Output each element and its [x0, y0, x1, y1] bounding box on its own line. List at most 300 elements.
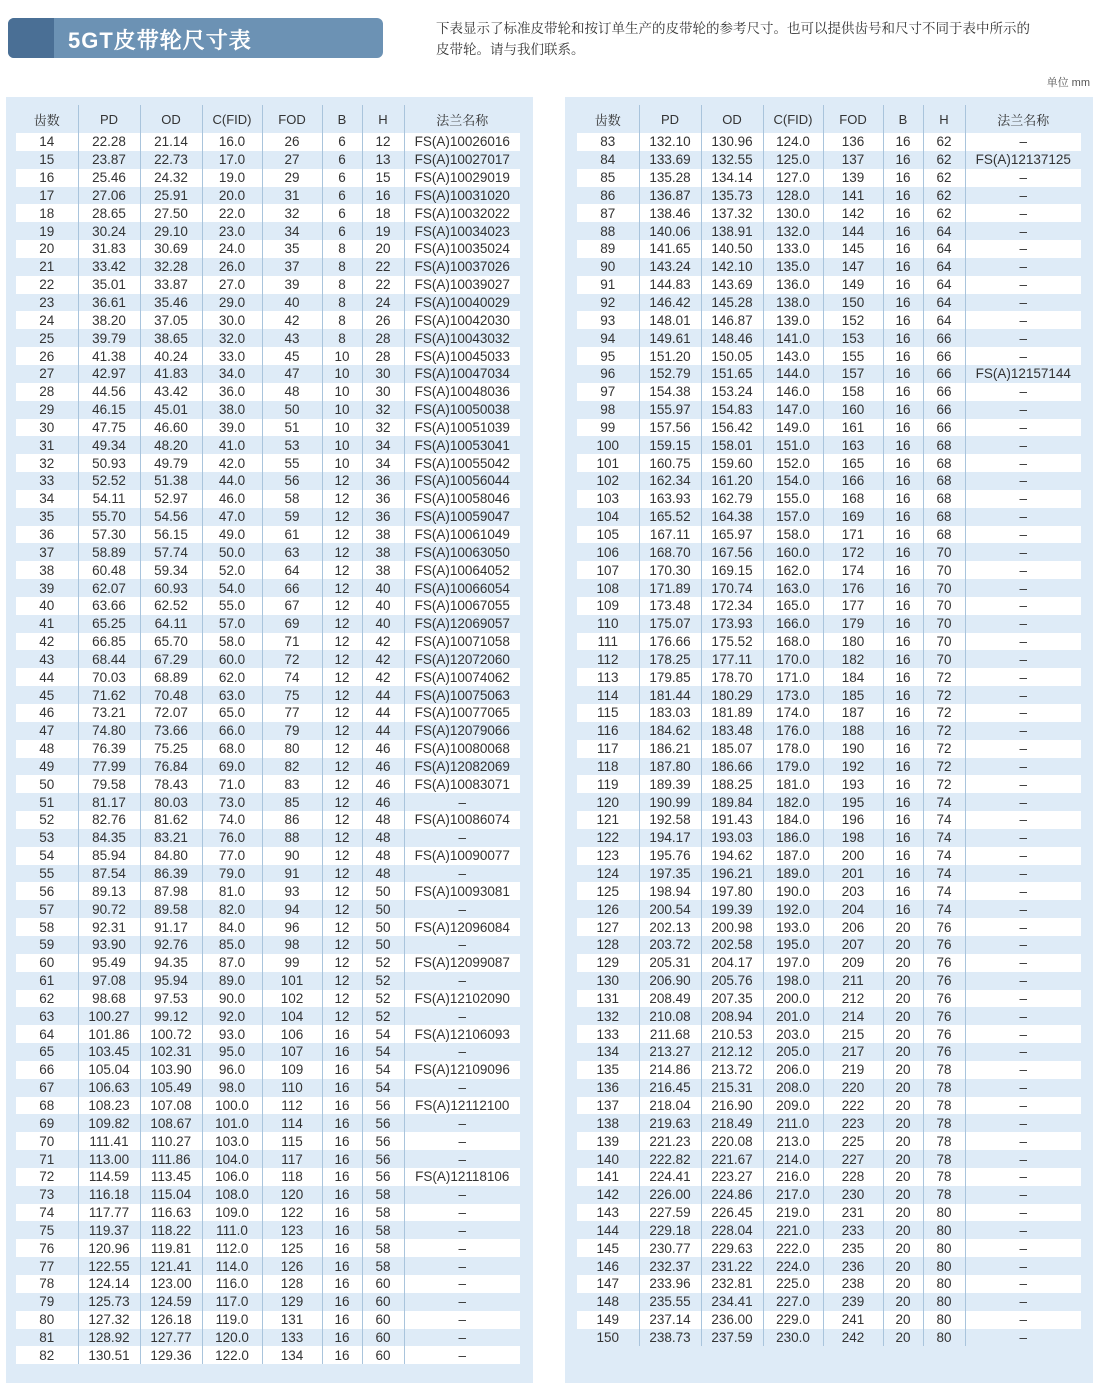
cell-od: 56.15: [140, 526, 202, 544]
cell-flange-name: FS(A)12109096: [404, 1061, 520, 1079]
cell-c-fid: 193.0: [763, 918, 823, 936]
cell-fod: 231: [823, 1204, 883, 1222]
cell-flange-name: –: [965, 811, 1081, 829]
cell-b: 20: [883, 1061, 923, 1079]
cell-fod: 82: [262, 758, 322, 776]
cell-teeth-count: 65: [16, 1043, 78, 1061]
cell-fod: 222: [823, 1097, 883, 1115]
cell-h: 76: [923, 990, 965, 1008]
table-row: [577, 1061, 1081, 1079]
cell-c-fid: 163.0: [763, 579, 823, 597]
cell-od: 175.52: [701, 633, 763, 651]
table-row: [577, 151, 1081, 169]
cell-c-fid: 224.0: [763, 1257, 823, 1275]
cell-pd: 184.62: [639, 722, 701, 740]
cell-pd: 62.07: [78, 579, 140, 597]
cell-fod: 71: [262, 633, 322, 651]
cell-b: 16: [322, 1311, 362, 1329]
cell-b: 20: [883, 990, 923, 1008]
cell-b: 16: [883, 793, 923, 811]
cell-h: 50: [362, 882, 404, 900]
cell-b: 16: [883, 775, 923, 793]
cell-flange-name: FS(A)12072060: [404, 650, 520, 668]
cell-h: 64: [923, 276, 965, 294]
table-row: [577, 1025, 1081, 1043]
cell-b: 16: [883, 847, 923, 865]
cell-h: 66: [923, 347, 965, 365]
cell-flange-name: FS(A)12082069: [404, 758, 520, 776]
cell-h: 64: [923, 240, 965, 258]
table-row: [577, 294, 1081, 312]
cell-flange-name: –: [404, 972, 520, 990]
table-row: [16, 276, 520, 294]
cell-c-fid: 108.0: [202, 1186, 262, 1204]
cell-flange-name: –: [404, 1204, 520, 1222]
cell-h: 66: [923, 419, 965, 437]
cell-h: 38: [362, 543, 404, 561]
cell-fod: 66: [262, 579, 322, 597]
cell-fod: 126: [262, 1257, 322, 1275]
cell-od: 40.24: [140, 347, 202, 365]
cell-b: 16: [883, 508, 923, 526]
cell-c-fid: 122.0: [202, 1346, 262, 1364]
cell-b: 20: [883, 972, 923, 990]
cell-fod: 180: [823, 633, 883, 651]
cell-teeth-count: 84: [577, 151, 639, 169]
cell-od: 148.46: [701, 329, 763, 347]
dimension-table-left: [16, 105, 520, 1364]
cell-b: 20: [883, 1114, 923, 1132]
cell-fod: 90: [262, 847, 322, 865]
cell-teeth-count: 148: [577, 1293, 639, 1311]
cell-c-fid: 168.0: [763, 633, 823, 651]
cell-h: 38: [362, 561, 404, 579]
table-row: [16, 383, 520, 401]
cell-fod: 228: [823, 1168, 883, 1186]
cell-teeth-count: 68: [16, 1097, 78, 1115]
cell-flange-name: –: [404, 793, 520, 811]
cell-fod: 98: [262, 936, 322, 954]
cell-od: 110.27: [140, 1132, 202, 1150]
cell-teeth-count: 136: [577, 1079, 639, 1097]
cell-pd: 192.58: [639, 811, 701, 829]
cell-h: 80: [923, 1275, 965, 1293]
cell-teeth-count: 75: [16, 1221, 78, 1239]
page-title: 5GT皮带轮尺寸表: [68, 28, 252, 53]
cell-c-fid: 74.0: [202, 811, 262, 829]
cell-pd: 73.21: [78, 704, 140, 722]
cell-od: 186.66: [701, 758, 763, 776]
cell-c-fid: 182.0: [763, 793, 823, 811]
cell-od: 164.38: [701, 508, 763, 526]
table-row: [577, 561, 1081, 579]
cell-flange-name: FS(A)10043032: [404, 329, 520, 347]
cell-h: 44: [362, 722, 404, 740]
cell-c-fid: 195.0: [763, 936, 823, 954]
cell-b: 12: [322, 668, 362, 686]
title-accent: [8, 18, 54, 58]
cell-b: 16: [883, 204, 923, 222]
cell-od: 113.45: [140, 1168, 202, 1186]
cell-flange-name: FS(A)12096084: [404, 918, 520, 936]
cell-fod: 225: [823, 1132, 883, 1150]
cell-h: 70: [923, 561, 965, 579]
cell-od: 65.70: [140, 633, 202, 651]
cell-b: 16: [883, 811, 923, 829]
cell-fod: 200: [823, 847, 883, 865]
cell-flange-name: FS(A)10037026: [404, 258, 520, 276]
cell-fod: 31: [262, 187, 322, 205]
cell-h: 76: [923, 1007, 965, 1025]
column-header-od: OD: [701, 105, 763, 133]
cell-flange-name: FS(A)12137125: [965, 151, 1081, 169]
table-row: [577, 954, 1081, 972]
cell-fod: 93: [262, 882, 322, 900]
cell-b: 20: [883, 1025, 923, 1043]
cell-fod: 139: [823, 169, 883, 187]
cell-fod: 59: [262, 508, 322, 526]
cell-h: 64: [923, 294, 965, 312]
column-header-flange-name: 法兰名称: [965, 105, 1081, 133]
cell-teeth-count: 47: [16, 722, 78, 740]
cell-h: 58: [362, 1186, 404, 1204]
cell-flange-name: FS(A)10032022: [404, 204, 520, 222]
cell-od: 215.31: [701, 1079, 763, 1097]
cell-fod: 34: [262, 222, 322, 240]
cell-h: 52: [362, 954, 404, 972]
cell-fod: 125: [262, 1239, 322, 1257]
cell-b: 16: [883, 187, 923, 205]
cell-c-fid: 184.0: [763, 811, 823, 829]
table-row: [16, 865, 520, 883]
cell-fod: 39: [262, 276, 322, 294]
cell-flange-name: –: [965, 1061, 1081, 1079]
cell-pd: 101.86: [78, 1025, 140, 1043]
cell-od: 220.08: [701, 1132, 763, 1150]
cell-pd: 35.01: [78, 276, 140, 294]
cell-fod: 67: [262, 597, 322, 615]
cell-b: 16: [883, 722, 923, 740]
cell-b: 16: [322, 1221, 362, 1239]
cell-fod: 187: [823, 704, 883, 722]
table-row: [16, 686, 520, 704]
cell-c-fid: 60.0: [202, 650, 262, 668]
cell-c-fid: 41.0: [202, 436, 262, 454]
table-row: [16, 1186, 520, 1204]
cell-c-fid: 190.0: [763, 882, 823, 900]
cell-b: 20: [883, 1293, 923, 1311]
cell-c-fid: 187.0: [763, 847, 823, 865]
cell-teeth-count: 122: [577, 829, 639, 847]
cell-b: 12: [322, 579, 362, 597]
cell-fod: 88: [262, 829, 322, 847]
cell-od: 207.35: [701, 990, 763, 1008]
cell-teeth-count: 80: [16, 1311, 78, 1329]
table-row: [577, 1079, 1081, 1097]
cell-h: 76: [923, 918, 965, 936]
cell-pd: 202.13: [639, 918, 701, 936]
cell-teeth-count: 21: [16, 258, 78, 276]
cell-fod: 190: [823, 740, 883, 758]
cell-flange-name: FS(A)12118106: [404, 1168, 520, 1186]
cell-c-fid: 114.0: [202, 1257, 262, 1275]
cell-b: 20: [883, 1275, 923, 1293]
cell-b: 16: [883, 650, 923, 668]
cell-od: 116.63: [140, 1204, 202, 1222]
cell-pd: 111.41: [78, 1132, 140, 1150]
cell-b: 16: [883, 900, 923, 918]
column-header-b: B: [883, 105, 923, 133]
cell-pd: 152.79: [639, 365, 701, 383]
cell-flange-name: –: [965, 650, 1081, 668]
cell-od: 72.07: [140, 704, 202, 722]
cell-od: 121.41: [140, 1257, 202, 1275]
cell-fod: 27: [262, 151, 322, 169]
cell-teeth-count: 118: [577, 758, 639, 776]
cell-teeth-count: 38: [16, 561, 78, 579]
cell-h: 56: [362, 1097, 404, 1115]
cell-b: 12: [322, 775, 362, 793]
cell-c-fid: 197.0: [763, 954, 823, 972]
table-row: [16, 936, 520, 954]
cell-fod: 155: [823, 347, 883, 365]
cell-od: 216.90: [701, 1097, 763, 1115]
table-row: [577, 1114, 1081, 1132]
cell-pd: 52.52: [78, 472, 140, 490]
cell-c-fid: 117.0: [202, 1293, 262, 1311]
cell-teeth-count: 79: [16, 1293, 78, 1311]
cell-fod: 129: [262, 1293, 322, 1311]
cell-teeth-count: 137: [577, 1097, 639, 1115]
cell-c-fid: 24.0: [202, 240, 262, 258]
cell-fod: 107: [262, 1043, 322, 1061]
cell-fod: 51: [262, 419, 322, 437]
cell-c-fid: 38.0: [202, 401, 262, 419]
cell-h: 54: [362, 1043, 404, 1061]
cell-pd: 92.31: [78, 918, 140, 936]
cell-b: 16: [322, 1079, 362, 1097]
cell-c-fid: 20.0: [202, 187, 262, 205]
cell-pd: 163.93: [639, 490, 701, 508]
cell-pd: 208.49: [639, 990, 701, 1008]
table-row: [16, 490, 520, 508]
cell-c-fid: 219.0: [763, 1204, 823, 1222]
cell-flange-name: –: [965, 722, 1081, 740]
cell-h: 54: [362, 1079, 404, 1097]
table-row: [16, 240, 520, 258]
cell-h: 48: [362, 811, 404, 829]
table-row: [16, 1204, 520, 1222]
cell-pd: 173.48: [639, 597, 701, 615]
cell-teeth-count: 127: [577, 918, 639, 936]
cell-teeth-count: 107: [577, 561, 639, 579]
cell-teeth-count: 132: [577, 1007, 639, 1025]
cell-b: 16: [883, 294, 923, 312]
cell-h: 68: [923, 436, 965, 454]
cell-c-fid: 79.0: [202, 865, 262, 883]
cell-od: 232.81: [701, 1275, 763, 1293]
table-row: [577, 490, 1081, 508]
table-row: [16, 704, 520, 722]
cell-h: 68: [923, 472, 965, 490]
table-row: [16, 829, 520, 847]
cell-flange-name: –: [965, 1132, 1081, 1150]
cell-pd: 77.99: [78, 758, 140, 776]
table-row: [16, 133, 520, 151]
cell-fod: 112: [262, 1097, 322, 1115]
cell-pd: 89.13: [78, 882, 140, 900]
cell-c-fid: 181.0: [763, 775, 823, 793]
cell-pd: 140.06: [639, 222, 701, 240]
table-row: [577, 222, 1081, 240]
cell-teeth-count: 46: [16, 704, 78, 722]
cell-od: 94.35: [140, 954, 202, 972]
unit-label: 单位 mm: [1046, 77, 1090, 89]
cell-b: 12: [322, 793, 362, 811]
cell-h: 36: [362, 508, 404, 526]
table-row: [577, 1132, 1081, 1150]
cell-teeth-count: 39: [16, 579, 78, 597]
cell-od: 30.69: [140, 240, 202, 258]
cell-flange-name: FS(A)10040029: [404, 294, 520, 312]
cell-od: 154.83: [701, 401, 763, 419]
cell-pd: 213.27: [639, 1043, 701, 1061]
cell-b: 12: [322, 561, 362, 579]
cell-h: 30: [362, 383, 404, 401]
cell-teeth-count: 145: [577, 1239, 639, 1257]
column-header-c-fid: C(FID): [763, 105, 823, 133]
cell-h: 16: [362, 187, 404, 205]
cell-flange-name: FS(A)10027017: [404, 151, 520, 169]
cell-flange-name: FS(A)10075063: [404, 686, 520, 704]
cell-b: 16: [883, 740, 923, 758]
cell-flange-name: FS(A)10035024: [404, 240, 520, 258]
cell-od: 138.91: [701, 222, 763, 240]
cell-fod: 201: [823, 865, 883, 883]
cell-fod: 106: [262, 1025, 322, 1043]
cell-teeth-count: 63: [16, 1007, 78, 1025]
cell-flange-name: FS(A)10042030: [404, 311, 520, 329]
cell-pd: 135.28: [639, 169, 701, 187]
table-row: [16, 847, 520, 865]
cell-c-fid: 130.0: [763, 204, 823, 222]
cell-h: 58: [362, 1204, 404, 1222]
cell-b: 16: [322, 1275, 362, 1293]
table-row: [16, 1025, 520, 1043]
cell-h: 44: [362, 686, 404, 704]
cell-pd: 170.30: [639, 561, 701, 579]
cell-flange-name: –: [965, 1079, 1081, 1097]
cell-od: 142.10: [701, 258, 763, 276]
cell-b: 12: [322, 722, 362, 740]
dimension-table-right: [577, 105, 1081, 1346]
table-row: [16, 918, 520, 936]
cell-flange-name: –: [965, 1150, 1081, 1168]
cell-od: 218.49: [701, 1114, 763, 1132]
cell-b: 16: [883, 561, 923, 579]
cell-flange-name: –: [404, 1221, 520, 1239]
cell-flange-name: FS(A)10058046: [404, 490, 520, 508]
cell-pd: 233.96: [639, 1275, 701, 1293]
cell-pd: 54.11: [78, 490, 140, 508]
cell-teeth-count: 134: [577, 1043, 639, 1061]
cell-flange-name: –: [965, 347, 1081, 365]
cell-b: 20: [883, 1311, 923, 1329]
cell-flange-name: FS(A)12069057: [404, 615, 520, 633]
cell-c-fid: 33.0: [202, 347, 262, 365]
cell-teeth-count: 106: [577, 543, 639, 561]
cell-b: 8: [322, 311, 362, 329]
table-row: [16, 1043, 520, 1061]
cell-od: 21.14: [140, 133, 202, 151]
table-row: [16, 526, 520, 544]
cell-fod: 80: [262, 740, 322, 758]
cell-b: 12: [322, 704, 362, 722]
cell-c-fid: 22.0: [202, 204, 262, 222]
cell-od: 205.76: [701, 972, 763, 990]
cell-flange-name: –: [965, 1275, 1081, 1293]
cell-c-fid: 216.0: [763, 1168, 823, 1186]
cell-h: 56: [362, 1114, 404, 1132]
cell-flange-name: –: [965, 758, 1081, 776]
cell-fod: 236: [823, 1257, 883, 1275]
cell-flange-name: FS(A)12099087: [404, 954, 520, 972]
table-row: [577, 811, 1081, 829]
cell-c-fid: 170.0: [763, 650, 823, 668]
cell-od: 156.42: [701, 419, 763, 437]
cell-pd: 157.56: [639, 419, 701, 437]
cell-pd: 125.73: [78, 1293, 140, 1311]
cell-h: 66: [923, 401, 965, 419]
cell-fod: 182: [823, 650, 883, 668]
cell-b: 12: [322, 472, 362, 490]
cell-c-fid: 189.0: [763, 865, 823, 883]
table-row: [16, 597, 520, 615]
cell-h: 54: [362, 1025, 404, 1043]
cell-c-fid: 211.0: [763, 1114, 823, 1132]
cell-fod: 171: [823, 526, 883, 544]
cell-od: 91.17: [140, 918, 202, 936]
cell-h: 74: [923, 865, 965, 883]
cell-pd: 114.59: [78, 1168, 140, 1186]
cell-fod: 207: [823, 936, 883, 954]
cell-pd: 58.89: [78, 543, 140, 561]
cell-b: 8: [322, 294, 362, 312]
cell-h: 22: [362, 276, 404, 294]
cell-teeth-count: 121: [577, 811, 639, 829]
cell-pd: 87.54: [78, 865, 140, 883]
cell-b: 10: [322, 454, 362, 472]
cell-od: 135.73: [701, 187, 763, 205]
cell-teeth-count: 66: [16, 1061, 78, 1079]
cell-c-fid: 127.0: [763, 169, 823, 187]
table-row: [577, 472, 1081, 490]
cell-pd: 203.72: [639, 936, 701, 954]
cell-h: 52: [362, 990, 404, 1008]
cell-b: 6: [322, 222, 362, 240]
cell-flange-name: –: [965, 490, 1081, 508]
cell-flange-name: –: [965, 1221, 1081, 1239]
cell-c-fid: 42.0: [202, 454, 262, 472]
cell-fod: 120: [262, 1186, 322, 1204]
cell-od: 108.67: [140, 1114, 202, 1132]
cell-pd: 160.75: [639, 454, 701, 472]
cell-b: 8: [322, 258, 362, 276]
table-row: [577, 615, 1081, 633]
cell-pd: 186.21: [639, 740, 701, 758]
cell-fod: 123: [262, 1221, 322, 1239]
cell-teeth-count: 44: [16, 668, 78, 686]
